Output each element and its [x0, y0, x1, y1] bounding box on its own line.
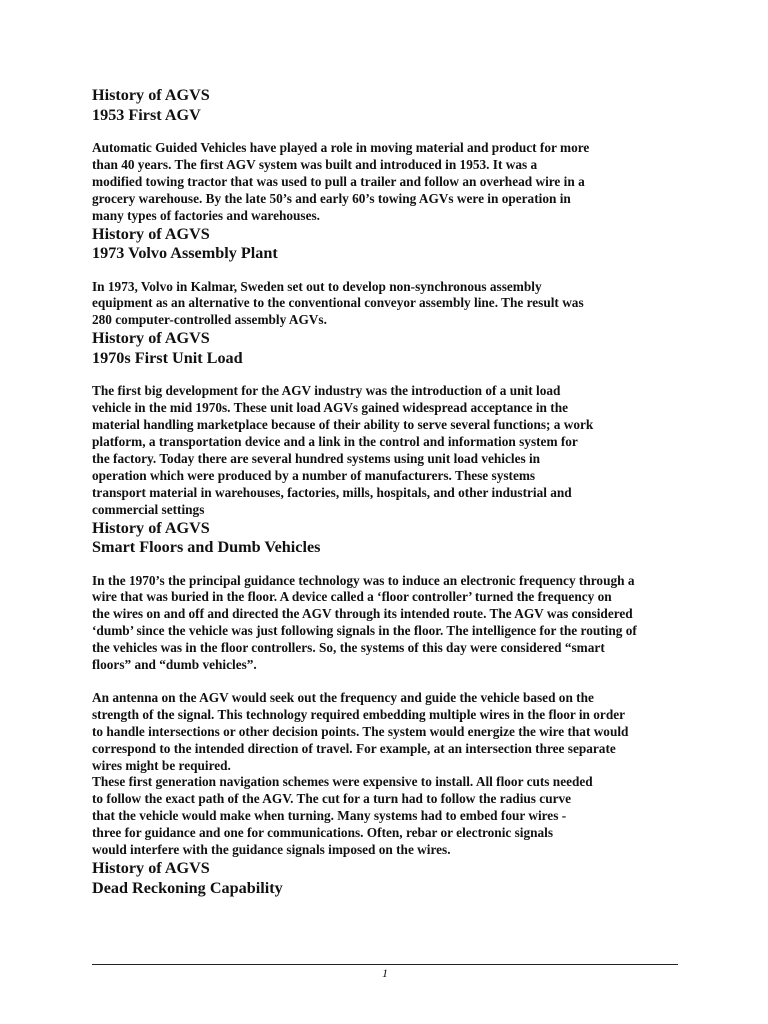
document-body	[92, 86, 684, 898]
section-smart-floors	[92, 519, 684, 860]
section-heading: History of AGVS	[92, 329, 210, 348]
section-dead-reckoning	[92, 859, 684, 898]
paragraph: An antenna on the AGV would seek out the frequency and guide the vehicle based on the strength of the signal. This technology required embedding multiple wires in the floor in order to handle intersections or other decision points. The system would energize the wire that would correspond to the intended direction of travel. For example, at an intersection three separate wires might be required.	[92, 689, 629, 773]
section-heading: History of AGVS	[92, 859, 210, 877]
section-subheading: 1970s First Unit Load	[92, 348, 243, 367]
section-heading: History of AGVS	[92, 86, 210, 104]
section-1970s-unit-load	[92, 329, 684, 518]
section-subheading: Smart Floors and Dumb Vehicles	[92, 538, 321, 556]
section-heading: History of AGVS	[92, 224, 210, 243]
paragraph: Automatic Guided Vehicles have played a role in moving material and product for more than 40 years. The first AGV system was built and introduced in 1953. It was a modified towing tractor that was used to pull a trailer and follow an overhead wire in a grocery warehouse. By the late 50’s and early 60’s towing AGVs were in operation in many types of factories and warehouses.	[92, 140, 590, 223]
paragraph: The first big development for the AGV industry was the introduction of a unit load vehicle in the mid 1970s. These unit load AGVs gained widespread acceptance in the material handling marketplace because of their ability to serve several functions; a work platform, a transportation device and a link in the control and information system for the factory. Today there are several hundred systems using unit load vehicles in operation which were produced by a number of manufacturers. These systems transport material in warehouses, factories, mills, hospitals, and other industrial and commercial settings	[92, 383, 594, 517]
section-subheading: 1953 First AGV	[92, 105, 201, 124]
paragraph: These first generation navigation schemes were expensive to install. All floor cuts needed to follow the exact path of the AGV. The cut for a turn had to follow the radius curve that the vehicle would make when turning. Many systems had to embed four wires - three for guidance and one for communications. Often, rebar or electronic signals would interfere with the guidance signals imposed on the wires.	[92, 774, 593, 858]
paragraph: In 1973, Volvo in Kalmar, Sweden set out to develop non-synchronous assembly equipment as an alternative to the conventional conveyor assembly line. The result was 280 computer-controlled assembly AGVs.	[92, 278, 584, 328]
document-page	[92, 0, 684, 1024]
section-heading: History of AGVS	[92, 518, 210, 537]
section-1953-first-agv	[92, 86, 684, 225]
page-number: 1	[382, 966, 388, 980]
footer-divider	[92, 964, 678, 965]
section-1973-volvo	[92, 225, 684, 330]
section-subheading: Dead Reckoning Capability	[92, 878, 283, 897]
paragraph: In the 1970’s the principal guidance technology was to induce an electronic frequency through a wire that was buried in the floor. A device called a ‘floor controller’ turned the frequency on the wires on and off and directed the AGV through its intended route. The AGV was considered ‘dumb’ since the vehicle was just following signals in the floor. The intelligence for the routing of the vehicles was in the floor controllers. So, the systems of this day were considered “smart floors” and “dumb vehicles”.	[92, 572, 637, 673]
section-subheading: 1973 Volvo Assembly Plant	[92, 244, 278, 263]
